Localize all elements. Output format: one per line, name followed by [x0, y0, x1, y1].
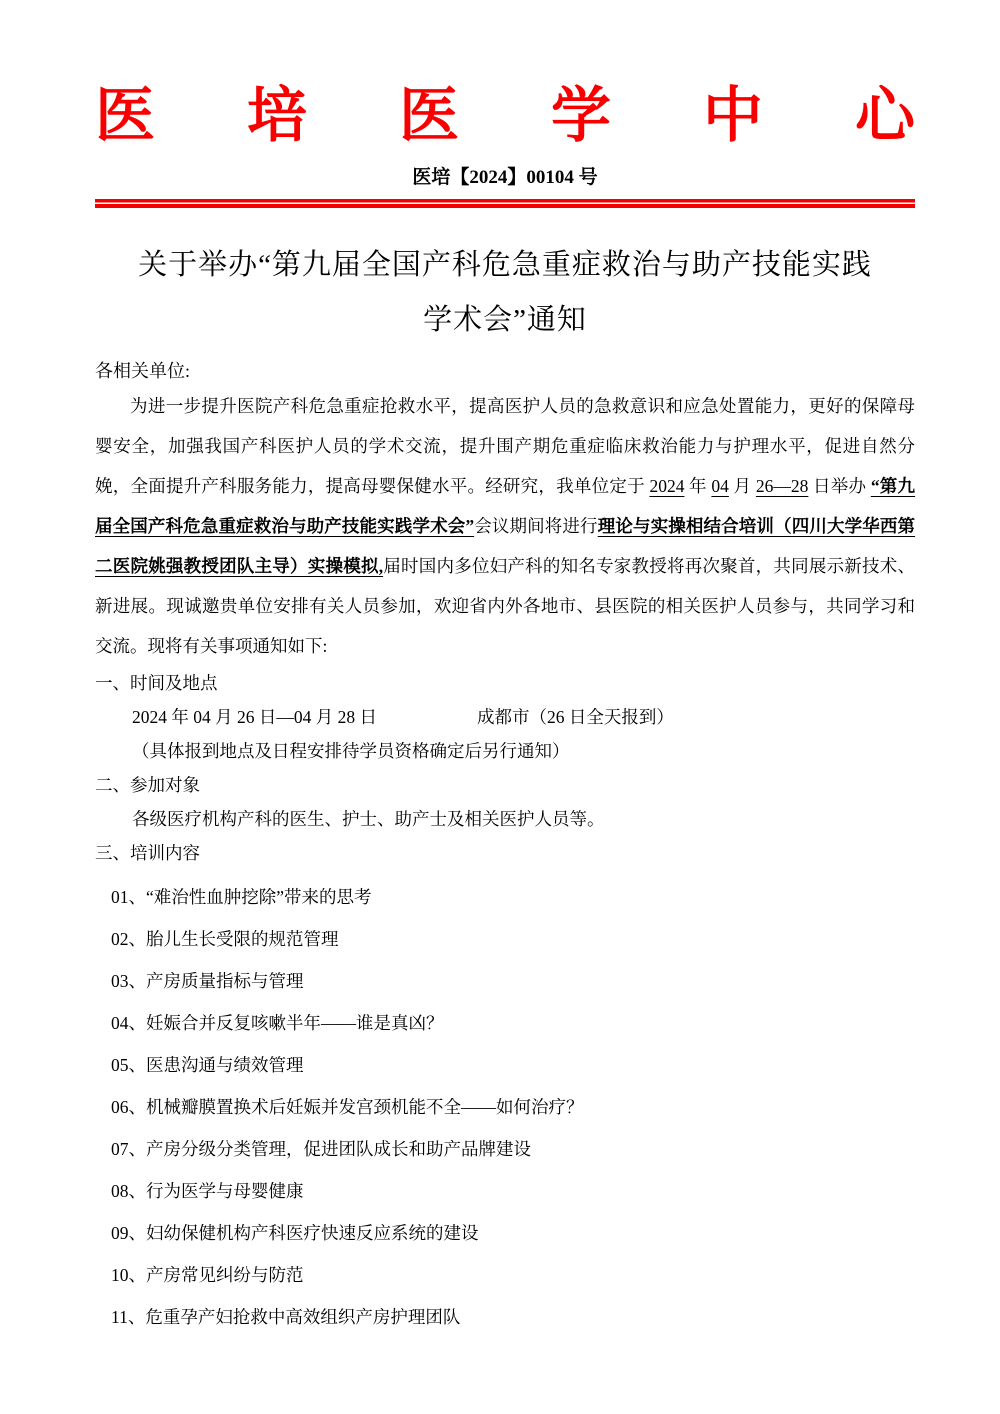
- training-items-list: [95, 876, 915, 1338]
- section-time-and-place: [95, 666, 915, 768]
- training-item: 02、胎儿生长受限的规范管理: [111, 929, 339, 949]
- org-name-char: 医: [399, 83, 459, 149]
- section-heading-2: 二、参加对象: [95, 775, 200, 795]
- intro-segment: 月: [728, 476, 756, 496]
- document-title: [95, 238, 915, 348]
- intro-segment: 届时国内多位妇产科的知名专家教授将再次聚首，共同展示新技术、新进展。现诚邀贵单位安排有关人员参加，欢迎省内外各地市、县医院的相关医护人员参与，共同学习和交流。现将有关事项通知如下:: [95, 556, 916, 656]
- org-name-char: 心: [855, 83, 915, 149]
- org-name-char: 学: [551, 83, 611, 149]
- training-item: 10、产房常见纠纷与防范: [111, 1265, 304, 1285]
- location: 成都市（26 日全天报到）: [477, 707, 674, 727]
- org-name: [95, 83, 915, 149]
- intro-paragraph: [95, 386, 915, 666]
- training-item: 03、产房质量指标与管理: [111, 971, 304, 991]
- training-item: 05、医患沟通与绩效管理: [111, 1055, 304, 1075]
- participants-line: 各级医疗机构产科的医生、护士、助产士及相关医护人员等。: [132, 809, 605, 829]
- arrangement-note: （具体报到地点及日程安排待学员资格确定后另行通知）: [132, 741, 570, 761]
- red-divider-line: [95, 199, 915, 208]
- time-range: 2024 年 04 月 26 日—04 月 28 日: [132, 707, 377, 727]
- training-item: 06、机械瓣膜置换术后妊娠并发宫颈机能不全——如何治疗？: [111, 1097, 584, 1117]
- org-name-char: 中: [703, 83, 763, 149]
- section-heading-3: 三、培训内容: [95, 843, 200, 863]
- intro-segment-underlined: 04: [711, 476, 729, 496]
- document-title-line-1: 关于举办“第九届全国产科危急重症救治与助产技能实践: [138, 249, 872, 281]
- training-item: 04、妊娠合并反复咳嗽半年——谁是真凶？: [111, 1013, 444, 1033]
- section-heading-1: 一、时间及地点: [95, 673, 218, 693]
- training-item: 01、“难治性血肿挖除”带来的思考: [111, 887, 372, 907]
- org-name-char: 培: [247, 83, 307, 149]
- intro-segment: 为进一步提升医院产科危急重症抢救水平，提高医护人员的急救意识和应急处置能力，更好的保障母婴安全，加强我国产科医护人员的学术交流，提升围产期危重症临床救治能力与护理水平，促进自然分娩，全面提升产科服务能力，提高母婴保健水平。经研究，我单位定于: [95, 396, 915, 496]
- doc-number: 医培【2024】00104 号: [412, 167, 598, 188]
- intro-segment: 会议期间将进行: [474, 516, 598, 536]
- intro-segment: 年: [684, 476, 712, 496]
- intro-segment-bold-underlined: “第九届全国产科危急重症救治与助产技能实践学术会”: [95, 476, 916, 536]
- section-training-content: [95, 836, 915, 1338]
- training-item: 08、行为医学与母婴健康: [111, 1181, 304, 1201]
- training-item: 09、妇幼保健机构产科医疗快速反应系统的建设: [111, 1223, 479, 1243]
- letterhead: [95, 83, 915, 208]
- intro-segment: 日举办: [808, 476, 871, 496]
- salutation: 各相关单位:: [95, 361, 191, 381]
- org-name-char: 医: [95, 83, 155, 149]
- training-item: 07、产房分级分类管理，促进团队成长和助产品牌建设: [111, 1139, 531, 1159]
- intro-segment-bold-underlined: 理论与实操相结合培训（四川大学华西第二医院姚强教授团队主导）实操模拟,: [95, 516, 916, 576]
- intro-segment-underlined: 26—28: [755, 476, 809, 496]
- document-title-line-2: 学术会”通知: [423, 304, 587, 336]
- time-location-line: [95, 700, 915, 734]
- intro-segment-underlined: 2024: [649, 476, 685, 496]
- section-participants: [95, 768, 915, 836]
- training-item: 11、危重孕产妇抢救中高效组织产房护理团队: [111, 1307, 461, 1327]
